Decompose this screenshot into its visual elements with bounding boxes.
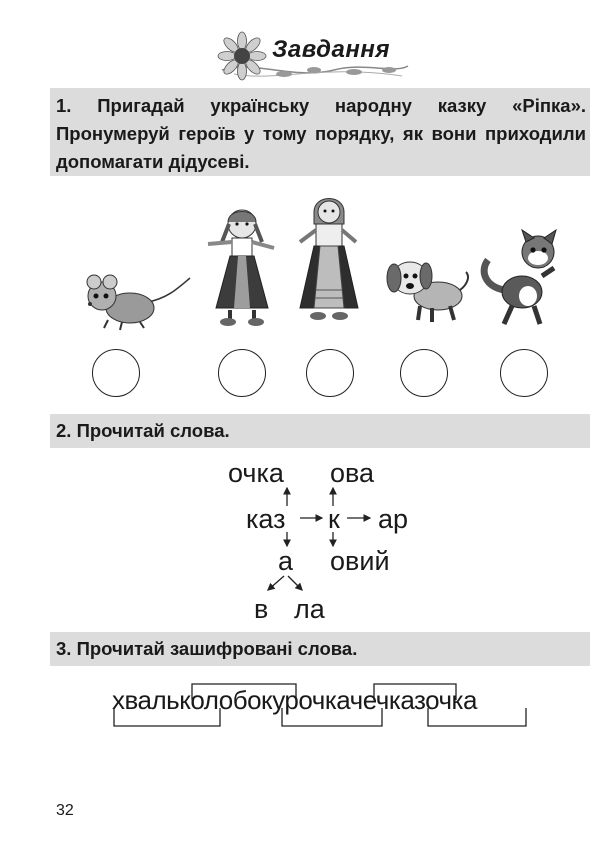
cat-icon	[478, 230, 568, 330]
word-top-right: ова	[330, 458, 375, 488]
cipher-part: азочка	[400, 685, 477, 715]
cipher-part: к	[388, 685, 401, 715]
task1-instruction: 1. Пригадай українську народну казку «Ріпка». Пронумеруй героїв у тому порядку, як вони приходили допомагати дідусеві.	[56, 95, 586, 172]
page-number: 32	[56, 802, 74, 819]
word-middle-left: каз	[246, 504, 286, 534]
sunflower-icon	[216, 32, 268, 80]
cipher-part: чеч	[349, 685, 389, 715]
cipher-part: ку	[261, 685, 285, 715]
answer-circle-1[interactable]	[92, 349, 140, 397]
task2-instruction: 2. Прочитай слова.	[56, 420, 230, 441]
dog-icon	[384, 248, 470, 328]
word-middle-center: к	[328, 504, 340, 534]
word-low-left: в	[254, 594, 269, 624]
word-low-right: ла	[294, 594, 325, 624]
answer-circle-4[interactable]	[400, 349, 448, 397]
cipher-part: ко	[179, 685, 204, 715]
task3-instruction: 3. Прочитай зашифровані слова.	[56, 638, 358, 659]
page-title: Завдання	[272, 36, 390, 63]
cipher-part: лобо	[203, 685, 262, 715]
answer-circle-3[interactable]	[306, 349, 354, 397]
answer-circle-2[interactable]	[218, 349, 266, 397]
cipher-word-string	[112, 684, 477, 716]
mouse-icon	[78, 268, 194, 334]
answer-circle-5[interactable]	[500, 349, 548, 397]
grandmother-icon	[294, 190, 364, 328]
granddaughter-icon	[204, 204, 280, 328]
cipher-part: рочка	[284, 685, 350, 715]
word-bottom-left: а	[278, 546, 294, 576]
word-middle-right: ар	[378, 504, 409, 534]
word-top-left: очка	[228, 458, 284, 488]
word-bottom-right: овий	[330, 546, 390, 576]
cipher-part: хваль	[112, 685, 180, 715]
